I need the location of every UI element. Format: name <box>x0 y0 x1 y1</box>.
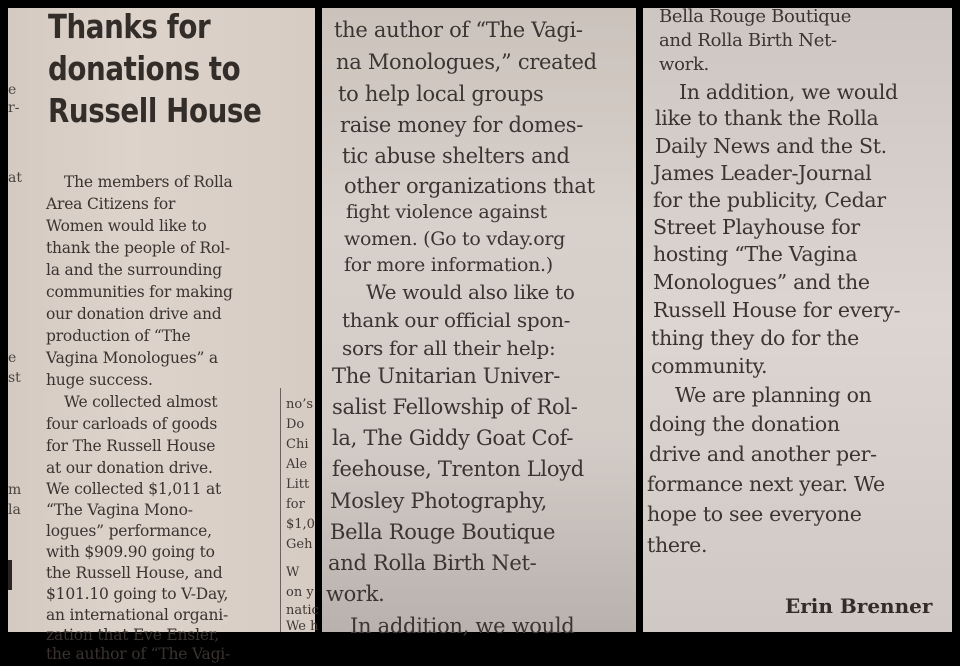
article-line: We collected $1,011 at <box>46 480 222 498</box>
article-line: work. <box>659 54 709 75</box>
article-line: salist Fellowship of Rol- <box>332 395 578 419</box>
right-column-fragment: Do <box>286 417 305 432</box>
article-line: for more information.) <box>344 254 553 276</box>
right-column-fragment: Ale <box>286 457 308 472</box>
article-line: fight violence against <box>346 201 547 223</box>
article-line: raise money for domes- <box>340 113 584 137</box>
article-line: like to thank the Rolla <box>655 106 879 130</box>
right-column-fragment: Chi <box>286 437 309 452</box>
article-line: Russell House for every- <box>653 298 901 322</box>
headline <box>48 6 261 132</box>
article-line: Monologues” and the <box>653 270 870 294</box>
article-line: four carloads of goods <box>46 415 218 433</box>
article-line: feehouse, Trenton Lloyd <box>332 457 584 481</box>
article-line: We collected almost <box>64 393 218 411</box>
article-line: with $909.90 going to <box>46 543 215 561</box>
article-line: the author of “The Vagi- <box>46 645 231 663</box>
article-panel-middle <box>322 8 636 638</box>
article-line: Mosley Photography, <box>330 489 548 513</box>
article-line: sors for all their help: <box>342 336 556 360</box>
author-signature: Erin Brenner <box>785 594 933 618</box>
left-column-fragment: e <box>8 350 17 366</box>
right-column-fragment: natic <box>286 603 319 618</box>
article-line: drive and another per- <box>649 442 877 466</box>
article-line: Vagina Monologues” a <box>46 349 218 367</box>
article-line: James Leader-Journal <box>653 161 872 185</box>
article-line: Daily News and the St. <box>655 134 887 158</box>
left-column-fragment: r- <box>8 100 20 116</box>
article-line: $101.10 going to V-Day, <box>46 585 229 603</box>
article-line: Street Playhouse for <box>653 215 860 239</box>
article-line: hosting “The Vagina <box>653 242 858 266</box>
right-column-fragment: for <box>286 497 305 512</box>
article-line: community. <box>651 354 768 378</box>
article-line: huge success. <box>46 371 153 389</box>
right-column-fragment: no’s <box>286 397 314 412</box>
article-line: thank the people of Rol- <box>46 239 230 257</box>
article-line: Women would like to <box>46 217 207 235</box>
article-line: Area Citizens for <box>46 195 176 213</box>
left-column-fragment: e <box>8 82 17 98</box>
article-line: zation that Eve Ensler, <box>46 626 220 644</box>
article-line: In addition, we would <box>679 80 898 104</box>
article-line: hope to see everyone <box>647 502 862 526</box>
article-line: women. (Go to vday.org <box>344 228 566 250</box>
headline-line: Thanks for <box>48 7 211 46</box>
article-line: for the publicity, Cedar <box>653 188 886 212</box>
article-line: work. <box>326 582 385 606</box>
article-line: to help local groups <box>338 82 544 106</box>
left-column-fragment: st <box>8 370 21 386</box>
article-panel-left <box>8 7 319 663</box>
article-line: formance next year. We <box>647 472 885 496</box>
article-line: The Unitarian Univer- <box>332 364 561 388</box>
article-line: there. <box>647 533 708 557</box>
article-line: and Rolla Birth Net- <box>328 551 537 575</box>
right-column-fragment: $1,0 <box>286 517 315 532</box>
left-column-fragment: la <box>8 502 21 518</box>
article-line: thank our official spon- <box>342 308 571 332</box>
article-line: tic abuse shelters and <box>342 144 570 168</box>
article-line: doing the donation <box>649 412 840 436</box>
right-column-fragment: We h <box>286 619 319 634</box>
article-line: We would also like to <box>366 280 575 304</box>
article-line: logues” performance, <box>46 522 212 540</box>
article-line: la and the surrounding <box>46 261 222 279</box>
article-line: na Monologues,” created <box>336 50 597 74</box>
article-line: at our donation drive. <box>46 459 213 477</box>
right-column-fragment: W <box>286 565 300 580</box>
article-line: our donation drive and <box>46 305 222 323</box>
article-line: the author of “The Vagi- <box>334 18 583 42</box>
article-line: “The Vagina Mono- <box>46 501 193 519</box>
right-column-fragment: Geh <box>286 537 313 552</box>
article-panel-right <box>643 8 952 632</box>
article-line: other organizations that <box>344 174 595 198</box>
article-line: an international organi- <box>46 606 229 624</box>
article-line: Bella Rouge Boutique <box>659 6 852 27</box>
article-line: the Russell House, and <box>46 564 223 582</box>
article-line: thing they do for the <box>651 326 860 350</box>
headline-line: donations to <box>48 49 241 88</box>
article-line: production of “The <box>46 327 191 345</box>
right-column-fragment: Litt <box>286 477 310 492</box>
article-line: We are planning on <box>675 383 872 407</box>
article-line: In addition, we would <box>350 614 575 638</box>
article-line: la, The Giddy Goat Cof- <box>332 426 574 450</box>
article-line: Bella Rouge Boutique <box>330 520 556 544</box>
article-line: The members of Rolla <box>64 173 233 191</box>
article-line: and Rolla Birth Net- <box>659 30 837 51</box>
column-rule <box>8 560 12 590</box>
column-divider <box>280 388 281 632</box>
right-column-fragment: on y <box>286 585 314 600</box>
left-column-fragment: m <box>8 482 22 498</box>
left-column-fragment: at <box>8 170 22 186</box>
article-line: communities for making <box>46 283 233 301</box>
article-line: for The Russell House <box>46 437 216 455</box>
headline-line: Russell House <box>48 91 262 130</box>
